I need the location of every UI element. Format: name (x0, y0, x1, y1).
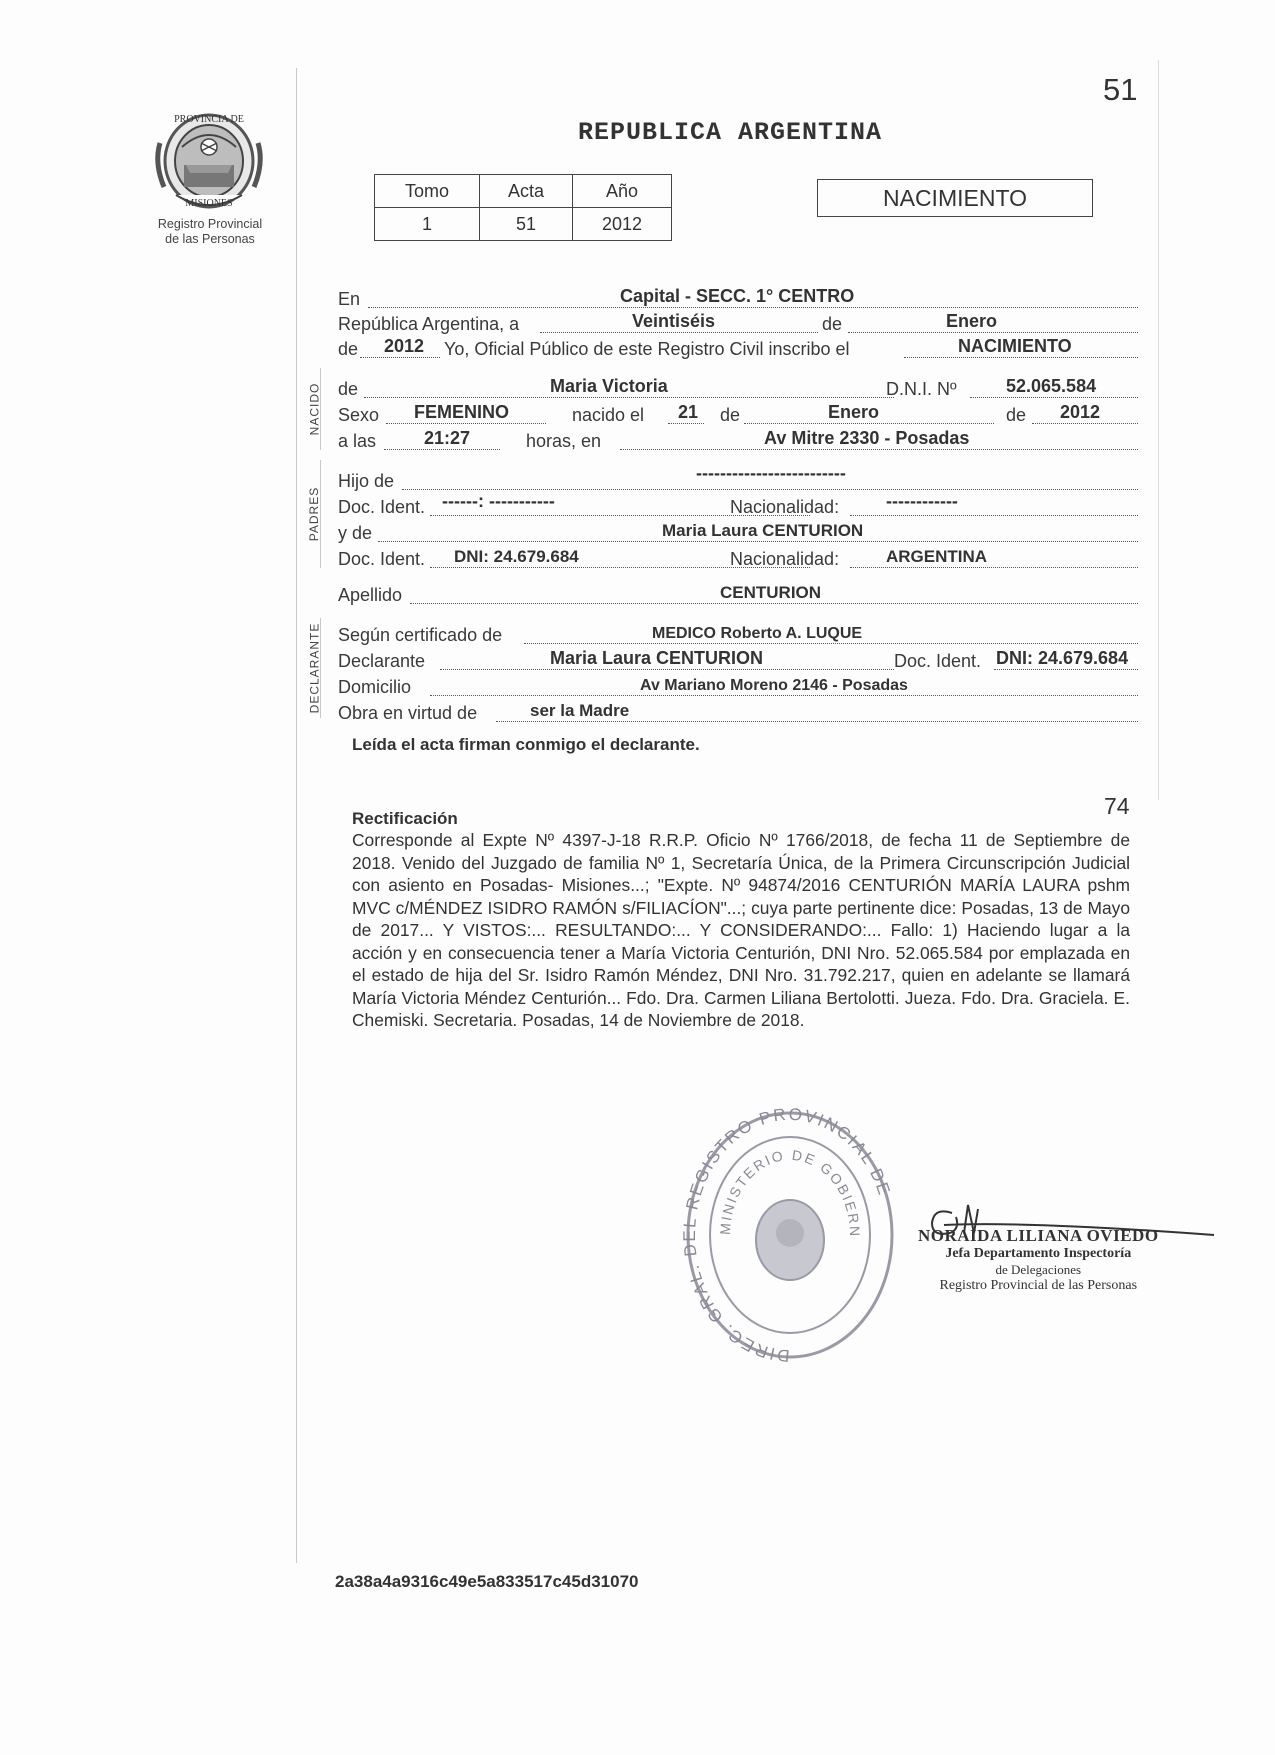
sex-value: FEMENINO (414, 402, 510, 422)
anio-value: 2012 (573, 208, 672, 241)
birth-time-value: 21:27 (424, 428, 471, 448)
svg-text:DIREC. GRAL. DEL REGISTRO PROV: DIREC. GRAL. DEL REGISTRO PROVINCIAL DE (680, 1105, 895, 1366)
field-label: Nacionalidad: (730, 497, 840, 517)
field-label: Declarante (338, 651, 426, 671)
table-row (375, 208, 672, 241)
table-header-cell: Tomo (375, 175, 480, 208)
registry-seal-icon (680, 1105, 900, 1375)
official-seal (680, 1105, 900, 1380)
father-doc-value: ------: ----------- (442, 491, 555, 511)
declarant-doc-value: DNI: 24.679.684 (996, 648, 1129, 668)
field-label: Domicilio (338, 677, 412, 697)
rectification-number: 74 (1104, 793, 1130, 819)
field-domicilio (338, 672, 1138, 696)
dotted-line (386, 423, 546, 424)
tomo-value: 1 (375, 208, 480, 241)
field-label: de (338, 339, 359, 359)
field-label: Nacionalidad: (730, 549, 840, 569)
father-nationality-value: ------------ (886, 491, 958, 511)
table-header-row (375, 175, 672, 208)
dotted-line (440, 669, 894, 670)
field-label: horas, en (526, 431, 602, 451)
dotted-line (1032, 423, 1138, 424)
document-hash: 2a38a4a9316c49e5a833517c45d31070 (335, 1572, 639, 1591)
dotted-line (364, 397, 894, 398)
field-obra (338, 698, 1138, 722)
father-value: ------------------------- (696, 463, 846, 483)
field-sexo (338, 400, 1138, 424)
field-label: Doc. Ident. (338, 497, 426, 517)
field-label: Hijo de (338, 471, 395, 491)
field-label: Sexo (338, 405, 380, 425)
field-declarante (338, 646, 1138, 670)
field-label: de (338, 379, 359, 399)
dotted-line (850, 515, 1138, 516)
tomo-acta-table (374, 174, 672, 241)
field-y-de (338, 518, 1138, 542)
field-en (338, 284, 1138, 308)
dotted-line (378, 541, 1138, 542)
address-value: Av Mariano Moreno 2146 - Posadas (640, 677, 908, 694)
dotted-line (994, 669, 1138, 670)
dotted-line (620, 449, 1138, 450)
field-label: D.N.I. Nº (886, 379, 957, 399)
table-header-cell: Acta (480, 175, 573, 208)
certificate-value: MEDICO Roberto A. LUQUE (652, 625, 863, 642)
act-type-value: NACIMIENTO (958, 336, 1072, 356)
field-label: Doc. Ident. (894, 651, 982, 671)
side-label-declarante: DECLARANTE (307, 622, 321, 714)
birth-month-value: Enero (828, 402, 880, 422)
field-hijo-de (338, 463, 1138, 491)
field-apellido (338, 580, 1138, 604)
dotted-line (430, 695, 1138, 696)
signatory-stamp (918, 1226, 1159, 1294)
day-value: Veintiséis (632, 311, 716, 331)
field-label: Doc. Ident. (338, 549, 426, 569)
field-hora (338, 426, 1138, 450)
side-label-padres: PADRES (307, 486, 321, 542)
signatory-title-line1: Jefa Departamento Inspectoría (945, 1246, 1132, 1261)
dotted-line (402, 489, 1138, 490)
field-doc-madre (338, 544, 1138, 568)
field-label: Obra en virtud de (338, 703, 478, 723)
svg-text:MISIONES: MISIONES (185, 198, 233, 209)
svg-text:PROVINCIA DE: PROVINCIA DE (174, 114, 244, 125)
field-label: En (338, 289, 361, 309)
field-doc-padre (338, 492, 1138, 516)
field-label: Apellido (338, 585, 403, 605)
dotted-line (904, 357, 1138, 358)
year-value: 2012 (384, 336, 425, 356)
signatory-title-line3: Registro Provincial de las Personas (939, 1278, 1138, 1293)
dotted-line (360, 357, 440, 358)
field-label: y de (338, 523, 373, 543)
field-label: de (822, 314, 843, 334)
province-logo (146, 103, 272, 220)
side-label-nacido: NACIDO (307, 382, 322, 436)
dotted-line (540, 332, 818, 333)
field-label: de (720, 405, 741, 425)
field-label: a las (338, 431, 377, 451)
dotted-line (850, 567, 1138, 568)
dotted-line (848, 332, 1138, 333)
reason-value: ser la Madre (530, 701, 630, 720)
mother-nationality-value: ARGENTINA (886, 547, 988, 566)
field-value: Capital - SECC. 1° CENTRO (620, 286, 855, 306)
birth-year-value: 2012 (1060, 402, 1101, 422)
field-label: Yo, Oficial Público de este Registro Civil inscribo el (444, 339, 850, 359)
field-de-anio (338, 334, 1138, 358)
field-nombre (338, 374, 1138, 398)
right-margin-rule (1158, 60, 1159, 800)
acta-value: 51 (480, 208, 573, 241)
dotted-line (970, 397, 1138, 398)
field-certificado (338, 620, 1138, 644)
field-republica (338, 309, 1138, 333)
rectification-title: Rectificación (352, 809, 458, 828)
document-title: REPUBLICA ARGENTINA (577, 118, 883, 147)
field-label: República Argentina, a (338, 314, 520, 334)
dotted-line (668, 423, 704, 424)
page-number: 51 (1103, 72, 1138, 107)
birth-place-value: Av Mitre 2330 - Posadas (764, 428, 970, 448)
declarant-value: Maria Laura CENTURION (550, 648, 764, 668)
rectification-body: Corresponde al Expte Nº 4397-J-18 R.R.P. Oficio Nº 1766/2018, de fecha 11 de Septiembre de 2018. Venido del Juzgado de familia Nº 1, Secretaría Única, de la Primera Circunscripción Judicial con asiento en Posadas- Misiones...; "Expte. Nº 94874/2016 CENTURIÓN MARÍA LAURA pshm MVC c/MÉNDEZ ISIDRO RAMÓN s/FILIACÍON"...; cuya parte pertinente dice: Posadas, 13 de Mayo de 2017... Y VISTOS:... RESULTANDO:... Y CONSIDERANDO:... Fallo: 1) Haciendo lugar a la acción y en consecuencia tener a María Victoria Centurión, DNI Nro. 52.065.584 por emplazada en el estado de hija del Sr. Isidro Ramón Méndez, DNI Nro. 31.792.217, quien en adelante se llamará María Victoria Méndez Centurión... Fdo. Dra. Carmen Liliana Bertolotti. Jueza. Fdo. Dra. Graciela. E. Chemiski. Secretaria. Posadas, 14 de Noviembre de 2018. (352, 830, 1130, 1030)
dotted-line (524, 643, 1138, 644)
svg-text:MINISTERIO DE GOBIERNO: MINISTERIO DE GOBIERN (716, 1146, 864, 1239)
mother-value: Maria Laura CENTURION (662, 521, 864, 540)
month-value: Enero (946, 311, 998, 331)
signatory-name: NORAIDA LILIANA OVIEDO (918, 1226, 1159, 1245)
table-header-cell: Año (573, 175, 672, 208)
logo-caption (140, 217, 280, 247)
dotted-line (744, 423, 994, 424)
mother-doc-value: DNI: 24.679.684 (454, 547, 579, 566)
dotted-line (384, 449, 500, 450)
birth-day-value: 21 (678, 402, 699, 422)
dotted-line (368, 307, 1138, 308)
record-type-box: NACIMIENTO (817, 179, 1093, 217)
left-margin-rule (296, 68, 297, 1563)
dni-value: 52.065.584 (1006, 376, 1097, 396)
closing-statement: Leída el acta firman conmigo el declarante. (352, 735, 700, 754)
misiones-emblem-icon (146, 103, 272, 215)
signatory-title-line2: de Delegaciones (995, 1262, 1082, 1277)
field-label: nacido el (572, 405, 645, 425)
child-name-value: Maria Victoria (550, 376, 668, 396)
logo-caption-line1: Registro Provincial (157, 217, 263, 231)
surname-value: CENTURION (720, 583, 822, 602)
field-label: Según certificado de (338, 625, 503, 645)
dotted-line (496, 721, 1138, 722)
field-label: de (1006, 405, 1027, 425)
dotted-line (410, 603, 1138, 604)
logo-caption-line2: de las Personas (165, 232, 255, 246)
